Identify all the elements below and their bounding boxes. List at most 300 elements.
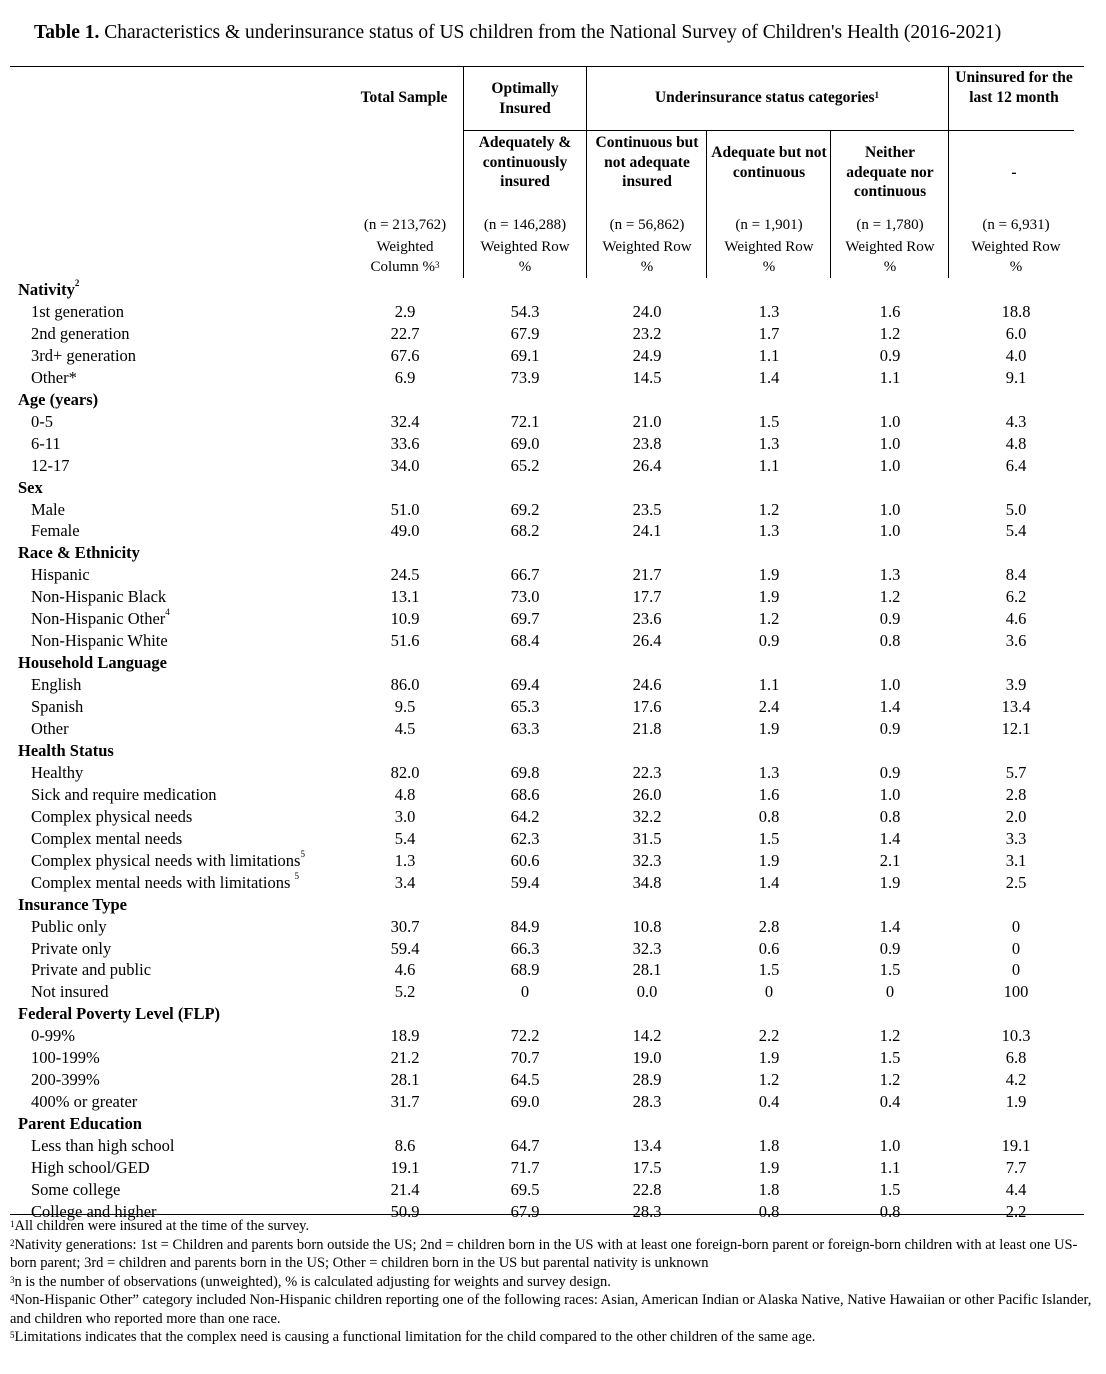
table-cell: 69.2 xyxy=(510,499,540,519)
table-cell: 1.2 xyxy=(879,1026,901,1046)
footnote-4 xyxy=(10,1291,1100,1328)
table-cell: 6.9 xyxy=(394,367,416,387)
header-n-3: (n = 1,901) xyxy=(735,217,803,233)
footnotes xyxy=(10,1217,1100,1347)
table-cell: 1.9 xyxy=(1005,1092,1027,1112)
table-cell: 60.6 xyxy=(510,850,540,870)
table-cell: 3.4 xyxy=(394,872,416,892)
table-cell: 1.9 xyxy=(879,872,901,892)
table-cell: 64.2 xyxy=(510,806,540,826)
underinsurance-label: Underinsurance status categories xyxy=(654,89,875,106)
table-cell: 0 xyxy=(885,982,895,1002)
header-total-sample: Total Sample xyxy=(360,89,448,106)
row-label: Non-Hispanic Black xyxy=(31,587,167,607)
table-cell: 5.0 xyxy=(1005,499,1027,519)
header-continuous-not-adequate: Continuous but not adequate insured xyxy=(595,134,699,190)
table-cell: 0.8 xyxy=(758,1201,780,1221)
table-cell: 1.2 xyxy=(758,609,780,629)
table-cell: 69.5 xyxy=(510,1179,540,1199)
table-cell: 1.6 xyxy=(758,784,780,804)
table-cell: 1.8 xyxy=(758,1136,780,1156)
header-weight-line2-0: Column %$^3$ xyxy=(370,259,440,275)
header-n-0: (n = 213,762) xyxy=(363,217,447,233)
table-cell: 6.8 xyxy=(1005,1048,1027,1068)
footnote-text: Non-Hispanic Other” category included Non-Hispanic children reporting one of the following races: Asian, American Indian or Alaska Native, Native Hawaiian or other Pacific Islander, and children who reported more than one race. xyxy=(10,1292,1092,1327)
table-cell: 18.8 xyxy=(1001,301,1031,321)
table-cell: 22.8 xyxy=(632,1179,662,1199)
table-cell: 1.5 xyxy=(758,960,780,980)
table-cell: 1.0 xyxy=(879,499,901,519)
table-cell: 62.3 xyxy=(510,828,540,848)
footnote-text: Nativity generations: 1st = Children and parents born outside the US; 2nd = children born in the US with at least one foreign-born parent or foreign-born children with at least one US-born parent; 3rd = children and parents born in the US; Other = children born in the US but parental nativity is unknown xyxy=(10,1236,1078,1271)
table-cell: 26.0 xyxy=(632,784,662,804)
table-cell: 0 xyxy=(520,982,530,1002)
row-label: English xyxy=(31,675,82,695)
table-cell: 3.1 xyxy=(1005,850,1027,870)
table-cell: 1.5 xyxy=(758,828,780,848)
header-n-4: (n = 1,780) xyxy=(856,217,924,233)
table-row xyxy=(0,631,1106,653)
header-weight-line2-2: % xyxy=(640,259,654,275)
table-cell: 1.2 xyxy=(879,587,901,607)
table-cell: 1.3 xyxy=(758,521,780,541)
table-cell: 72.2 xyxy=(510,1026,540,1046)
table-cell: 64.7 xyxy=(510,1136,540,1156)
table-cell: 63.3 xyxy=(510,719,540,738)
row-label: 100-199% xyxy=(31,1048,100,1068)
table-cell: 72.1 xyxy=(510,411,540,431)
table-cell: 5.2 xyxy=(394,982,416,1002)
table-cell: 24.0 xyxy=(632,301,662,321)
row-label: Complex mental needs with limitations $^5$ xyxy=(31,870,300,892)
table-cell: 10.3 xyxy=(1001,1026,1031,1046)
category-row xyxy=(0,653,1106,675)
row-label: Non-Hispanic White xyxy=(31,631,168,651)
table-cell: 0.4 xyxy=(879,1092,901,1112)
table-cell: 0.9 xyxy=(879,719,901,738)
table-cell: 70.7 xyxy=(510,1048,540,1068)
footnote-2 xyxy=(10,1236,1100,1273)
table-cell: 26.4 xyxy=(632,455,662,475)
table-cell: 0.4 xyxy=(758,1092,780,1112)
header-weight-line1-0: Weighted xyxy=(376,239,434,255)
table-cell: 0 xyxy=(764,982,774,1002)
table-cell: 18.9 xyxy=(390,1026,420,1046)
table-row xyxy=(0,1158,1106,1180)
header-weight-line2-1: % xyxy=(518,259,532,275)
table-cell: 13.4 xyxy=(1001,697,1031,717)
row-label: 400% or greater xyxy=(31,1092,138,1112)
table-cell: 0 xyxy=(1011,938,1021,958)
table-cell: 14.2 xyxy=(632,1026,662,1046)
header-adequately-continuously: Adequately & continuously insured xyxy=(478,134,572,190)
table-cell: 5.7 xyxy=(1005,762,1027,782)
table-cell: 69.1 xyxy=(510,345,540,365)
top-rule xyxy=(10,66,1084,67)
table-cell: 1.3 xyxy=(758,762,780,782)
header-n-2: (n = 56,862) xyxy=(609,217,685,233)
table-row xyxy=(0,785,1106,807)
table-cell: 1.3 xyxy=(758,301,780,321)
table-cell: 28.9 xyxy=(632,1070,662,1090)
header-weight-line1-2: Weighted Row xyxy=(602,239,692,255)
category-row xyxy=(0,895,1106,917)
table-cell: 4.2 xyxy=(1005,1070,1027,1090)
table-cell: 86.0 xyxy=(390,675,420,695)
table-cell: 59.4 xyxy=(510,872,540,892)
table-cell: 21.7 xyxy=(632,565,662,585)
col-sep-3 xyxy=(706,131,707,278)
table-cell: 67.9 xyxy=(510,323,540,343)
table-cell: 31.5 xyxy=(632,828,662,848)
table-cell: 50.9 xyxy=(390,1201,420,1221)
table-cell: 100 xyxy=(1003,982,1029,1002)
table-cell: 1.3 xyxy=(758,433,780,453)
table-cell: 4.0 xyxy=(1005,345,1027,365)
table-cell: 0.9 xyxy=(879,609,901,629)
row-label: Not insured xyxy=(31,982,109,1002)
table-cell: 1.0 xyxy=(879,411,901,431)
header-weight-line2-4: % xyxy=(883,259,897,275)
table-cell: 4.3 xyxy=(1005,411,1027,431)
table-cell: 21.8 xyxy=(632,719,662,738)
row-label: 1st generation xyxy=(31,301,125,321)
category-row xyxy=(0,390,1106,412)
table-cell: 28.3 xyxy=(632,1201,662,1221)
table-cell: 1.2 xyxy=(758,499,780,519)
table-cell: 14.5 xyxy=(632,367,662,387)
footnote-marker: 3 xyxy=(10,1274,15,1285)
table-row xyxy=(0,982,1106,1004)
footnote-marker: 5 xyxy=(10,1330,15,1340)
table-cell: 1.1 xyxy=(758,345,780,365)
row-label: Non-Hispanic Other$^4$ xyxy=(31,607,170,629)
table-cell: 1.5 xyxy=(758,411,780,431)
table-cell: 1.0 xyxy=(879,1136,901,1156)
row-label: Other* xyxy=(31,367,77,387)
footnote-marker: 1 xyxy=(10,1219,15,1229)
table-row xyxy=(0,302,1106,324)
table-cell: 19.1 xyxy=(1001,1136,1031,1156)
bottom-rule xyxy=(10,1214,1084,1215)
table-cell: 1.0 xyxy=(879,675,901,695)
table-cell: 4.6 xyxy=(394,960,416,980)
row-label: Female xyxy=(31,521,80,541)
table-row xyxy=(0,521,1106,543)
table-cell: 64.5 xyxy=(510,1070,540,1090)
table-cell: 10.9 xyxy=(390,609,420,629)
category-row xyxy=(0,280,1106,302)
category-row xyxy=(0,1114,1106,1136)
table-cell: 1.0 xyxy=(879,455,901,475)
table-row xyxy=(0,1092,1106,1114)
footnote-marker: 2 xyxy=(10,1237,15,1248)
table-cell: 1.0 xyxy=(879,433,901,453)
table-cell: 17.5 xyxy=(632,1158,662,1177)
table-cell: 2.9 xyxy=(394,301,416,321)
header-n-5: (n = 6,931) xyxy=(982,217,1050,233)
table-cell: 8.6 xyxy=(394,1136,416,1156)
row-label: 0-5 xyxy=(31,411,53,431)
table-cell: 34.8 xyxy=(632,872,662,892)
table-cell: 32.2 xyxy=(632,806,662,826)
table-cell: 1.0 xyxy=(879,784,901,804)
table-cell: 24.6 xyxy=(632,675,662,695)
table-cell: 2.5 xyxy=(1005,872,1027,892)
footnote-text: Limitations indicates that the complex need is causing a functional limitation for the child compared to the other children of the same age. xyxy=(14,1329,816,1345)
table-cell: 1.4 xyxy=(879,697,901,717)
table-cell: 5.4 xyxy=(394,828,416,848)
category-label: Insurance Type xyxy=(18,894,127,914)
table-row xyxy=(0,675,1106,697)
header-uninsured-dash: - xyxy=(1011,164,1017,181)
table-cell: 19.0 xyxy=(632,1048,662,1068)
table-cell: 1.1 xyxy=(758,455,780,475)
row-label: 0-99% xyxy=(31,1026,75,1046)
table-cell: 2.8 xyxy=(758,916,780,936)
table-cell: 1.1 xyxy=(758,675,780,695)
table-row xyxy=(0,346,1106,368)
col-sep-4 xyxy=(830,131,831,278)
table-cell: 68.2 xyxy=(510,521,540,541)
table-cell: 1.9 xyxy=(758,1158,780,1177)
category-row xyxy=(0,478,1106,500)
table-cell: 1.4 xyxy=(758,872,780,892)
row-label: 3rd+ generation xyxy=(31,345,137,365)
table-cell: 0.8 xyxy=(879,1201,901,1221)
row-label: Healthy xyxy=(31,762,84,782)
row-label: Complex physical needs xyxy=(31,806,193,826)
underinsurance-sup: 1 xyxy=(874,90,880,100)
table-row xyxy=(0,609,1106,631)
table-cell: 5.4 xyxy=(1005,521,1027,541)
row-label: 2nd generation xyxy=(31,323,130,343)
col-sep-2 xyxy=(586,67,587,278)
table-cell: 65.2 xyxy=(510,455,540,475)
header-weight-line1-1: Weighted Row xyxy=(480,239,570,255)
table-cell: 4.8 xyxy=(394,784,416,804)
table-cell: 1.6 xyxy=(879,301,901,321)
table-cell: 69.7 xyxy=(510,609,540,629)
table-cell: 0 xyxy=(1011,960,1021,980)
table-row xyxy=(0,697,1106,719)
table-row xyxy=(0,763,1106,785)
table-cell: 54.3 xyxy=(510,301,540,321)
table-cell: 24.1 xyxy=(632,521,662,541)
table-cell: 1.5 xyxy=(879,1048,901,1068)
header-n-1: (n = 146,288) xyxy=(483,217,567,233)
row-label: Public only xyxy=(31,916,107,936)
header-neither: Neither adequate nor continuous xyxy=(846,144,934,200)
table-cell: 32.3 xyxy=(632,938,662,958)
table-cell: 4.6 xyxy=(1005,609,1027,629)
table-cell: 0.9 xyxy=(879,345,901,365)
table-cell: 22.7 xyxy=(390,323,420,343)
table-row xyxy=(0,1048,1106,1070)
table-cell: 1.8 xyxy=(758,1179,780,1199)
table-row xyxy=(0,434,1106,456)
table-cell: 0 xyxy=(1011,916,1021,936)
table-cell: 17.7 xyxy=(632,587,662,607)
table-cell: 0.8 xyxy=(879,631,901,651)
table-cell: 4.8 xyxy=(1005,433,1027,453)
row-label: Private and public xyxy=(31,960,152,980)
table-cell: 0.0 xyxy=(636,982,658,1002)
row-label: Complex physical needs with limitations$^5$ xyxy=(31,848,305,870)
category-row xyxy=(0,543,1106,565)
category-label: Federal Poverty Level (FLP) xyxy=(18,1004,221,1024)
footnote-1 xyxy=(10,1217,1100,1236)
table-cell: 51.0 xyxy=(390,499,420,519)
table-row xyxy=(0,456,1106,478)
row-label: Hispanic xyxy=(31,565,90,585)
table-cell: 73.0 xyxy=(510,587,540,607)
table-cell: 1.4 xyxy=(758,367,780,387)
table-cell: 0.6 xyxy=(758,938,780,958)
col-sep-5 xyxy=(948,67,949,278)
table-cell: 33.6 xyxy=(390,433,420,453)
table-row xyxy=(0,412,1106,434)
table-title: Characteristics & underinsurance status of US children from the National Survey of Children's Health (2016-2021) xyxy=(104,22,1002,43)
header-sub-rule xyxy=(464,130,1074,131)
table-row xyxy=(0,807,1106,829)
table-cell: 1.3 xyxy=(879,565,901,585)
table-row xyxy=(0,829,1106,851)
category-row xyxy=(0,741,1106,763)
table-cell: 23.8 xyxy=(632,433,662,453)
category-label: Sex xyxy=(18,477,43,497)
row-label: 12-17 xyxy=(31,455,70,475)
table-row xyxy=(0,587,1106,609)
table-cell: 1.5 xyxy=(879,960,901,980)
row-label: Sick and require medication xyxy=(31,784,217,804)
table-cell: 9.1 xyxy=(1005,367,1027,387)
table-cell: 1.7 xyxy=(758,323,780,343)
table-cell: 19.1 xyxy=(390,1158,420,1177)
table-cell: 84.9 xyxy=(510,916,540,936)
row-label: Some college xyxy=(31,1179,121,1199)
table-cell: 22.3 xyxy=(632,762,662,782)
row-label: Complex mental needs xyxy=(31,828,183,848)
table-row xyxy=(0,917,1106,939)
table-cell: 1.1 xyxy=(879,367,901,387)
category-row xyxy=(0,1004,1106,1026)
table-cell: 30.7 xyxy=(390,916,420,936)
header-weight-line1-4: Weighted Row xyxy=(845,239,935,255)
weight-sup: 3 xyxy=(435,260,440,270)
header-weight-line1-5: Weighted Row xyxy=(971,239,1061,255)
table-cell: 1.9 xyxy=(758,587,780,607)
table-cell: 28.3 xyxy=(632,1092,662,1112)
table-cell: 2.4 xyxy=(758,697,780,717)
table-cell: 71.7 xyxy=(510,1158,540,1177)
table-row xyxy=(0,324,1106,346)
table-row xyxy=(0,565,1106,587)
table-cell: 13.4 xyxy=(632,1136,662,1156)
table-cell: 1.3 xyxy=(394,850,416,870)
table-cell: 1.9 xyxy=(758,565,780,585)
row-label: 200-399% xyxy=(31,1070,100,1090)
table-row xyxy=(0,368,1106,390)
table-cell: 0.9 xyxy=(758,631,780,651)
table-cell: 7.7 xyxy=(1005,1158,1027,1177)
table-cell: 32.3 xyxy=(632,850,662,870)
table-cell: 1.9 xyxy=(758,850,780,870)
table-cell: 1.2 xyxy=(758,1070,780,1090)
row-label-sup: 5 xyxy=(294,870,300,881)
table-cell: 68.9 xyxy=(510,960,540,980)
row-label: Less than high school xyxy=(31,1136,175,1156)
table-cell: 3.9 xyxy=(1005,675,1027,695)
footnote-marker: 4 xyxy=(10,1293,15,1303)
table-label: Table 1. xyxy=(34,22,100,43)
table-row xyxy=(0,500,1106,522)
row-label: Male xyxy=(31,499,65,519)
table-cell: 34.0 xyxy=(390,455,420,475)
table-cell: 13.1 xyxy=(390,587,420,607)
table-cell: 1.4 xyxy=(879,828,901,848)
table-cell: 9.5 xyxy=(394,697,416,717)
table-cell: 1.0 xyxy=(879,521,901,541)
table-cell: 1.4 xyxy=(879,916,901,936)
header-adequate-not-continuous: Adequate but not continuous xyxy=(711,144,827,181)
row-label: High school/GED xyxy=(31,1158,150,1177)
table-cell: 1.2 xyxy=(879,1070,901,1090)
row-label: Other xyxy=(31,719,69,738)
table-cell: 17.6 xyxy=(632,697,662,717)
table-row xyxy=(0,1136,1106,1158)
category-label: Household Language xyxy=(18,653,167,673)
table-cell: 23.5 xyxy=(632,499,662,519)
table-cell: 69.0 xyxy=(510,433,540,453)
table-row xyxy=(0,1180,1106,1202)
row-label-sup: 4 xyxy=(165,607,170,618)
table-cell: 1.1 xyxy=(879,1158,901,1177)
table-cell: 3.3 xyxy=(1005,828,1027,848)
table-cell: 4.5 xyxy=(394,719,416,738)
table-cell: 28.1 xyxy=(632,960,662,980)
category-label: Health Status xyxy=(18,740,114,760)
header-weight-line2-3: % xyxy=(762,259,776,275)
table-row xyxy=(0,1070,1106,1092)
header-uninsured: Uninsured for the last 12 month xyxy=(955,69,1073,106)
category-label: Parent Education xyxy=(18,1114,142,1134)
table-cell: 0.9 xyxy=(879,762,901,782)
table-cell: 2.2 xyxy=(1005,1201,1027,1221)
table-cell: 3.6 xyxy=(1005,631,1027,651)
table-cell: 24.5 xyxy=(390,565,420,585)
table-cell: 0.8 xyxy=(879,806,901,826)
table-cell: 26.4 xyxy=(632,631,662,651)
table-cell: 21.2 xyxy=(390,1048,420,1068)
table-cell: 65.3 xyxy=(510,697,540,717)
table-cell: 73.9 xyxy=(510,367,540,387)
row-label: 6-11 xyxy=(31,433,61,453)
table-cell: 12.1 xyxy=(1001,719,1031,738)
table-cell: 6.0 xyxy=(1005,323,1027,343)
table-cell: 21.4 xyxy=(390,1179,420,1199)
category-label: Nativity$^2$ xyxy=(18,278,80,299)
table-cell: 67.6 xyxy=(390,345,420,365)
footnote-3 xyxy=(10,1273,1100,1292)
table-cell: 2.8 xyxy=(1005,784,1027,804)
table-cell: 10.8 xyxy=(632,916,662,936)
table-cell: 68.6 xyxy=(510,784,540,804)
table-row xyxy=(0,719,1106,741)
table-cell: 69.8 xyxy=(510,762,540,782)
row-label: Private only xyxy=(31,938,112,958)
header-weight-line1-3: Weighted Row xyxy=(724,239,814,255)
